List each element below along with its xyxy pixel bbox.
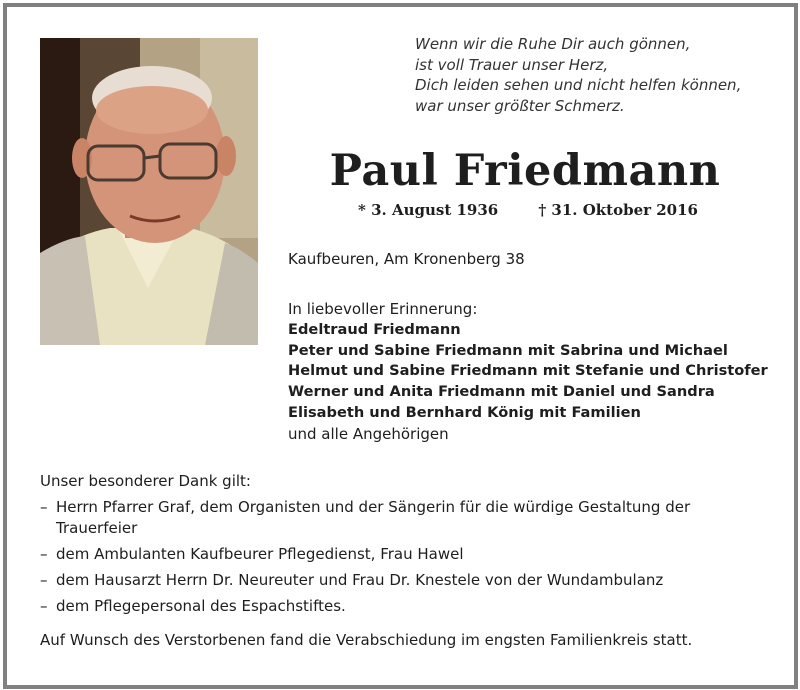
deceased-name: Paul Friedmann <box>329 146 721 196</box>
mourner-name: Edeltraud Friedmann <box>288 320 461 338</box>
life-dates <box>358 201 698 219</box>
thanks-item <box>40 570 755 591</box>
mourner-name: Peter und Sabine Friedmann mit Sabrina und Michael <box>288 341 728 359</box>
portrait-photo <box>40 38 258 345</box>
poem-line: Wenn wir die Ruhe Dir auch gönnen, <box>415 35 691 53</box>
thanks-intro: Unser besonderer Dank gilt: <box>40 472 251 490</box>
poem <box>415 34 775 116</box>
poem-line: war unser größter Schmerz. <box>415 96 625 115</box>
thanks-item-text: dem Pflegepersonal des Espachstiftes. <box>56 597 346 615</box>
mourners-outro: und alle Angehörigen <box>288 424 449 443</box>
closing-note: Auf Wunsch des Verstorbenen fand die Verabschiedung im engsten Familienkreis statt. <box>40 631 693 649</box>
dash: – <box>40 571 48 589</box>
dash: – <box>40 498 48 516</box>
thanks-item-text: dem Ambulanten Kaufbeurer Pflegedienst, Frau Hawel <box>56 545 464 563</box>
poem-line: Dich leiden sehen und nicht helfen können, <box>415 76 742 94</box>
birth-date: * 3. August 1936 <box>358 201 499 219</box>
thanks-item <box>40 497 755 539</box>
thanks-item <box>40 544 755 565</box>
mourners-list <box>288 299 768 445</box>
thanks-section <box>40 471 755 617</box>
death-date: † 31. Oktober 2016 <box>538 201 698 219</box>
mourner-name: Elisabeth und Bernhard König mit Familien <box>288 403 641 421</box>
dash: – <box>40 597 48 615</box>
mourner-name: Werner und Anita Friedmann mit Daniel und Sandra <box>288 383 715 401</box>
address: Kaufbeuren, Am Kronenberg 38 <box>288 250 525 268</box>
dash: – <box>40 545 48 563</box>
mourners-intro: In liebevoller Erinnerung: <box>288 300 478 318</box>
mourner-name: Helmut und Sabine Friedmann mit Stefanie und Christofer <box>288 362 768 380</box>
thanks-item-text: Herrn Pfarrer Graf, dem Organisten und der Sängerin für die würdige Gestaltung der Trauerfeier <box>56 498 691 537</box>
thanks-item <box>40 596 755 617</box>
poem-line: ist voll Trauer unser Herz, <box>415 55 609 74</box>
thanks-item-text: dem Hausarzt Herrn Dr. Neureuter und Frau Dr. Knestele von der Wundambulanz <box>56 571 664 589</box>
